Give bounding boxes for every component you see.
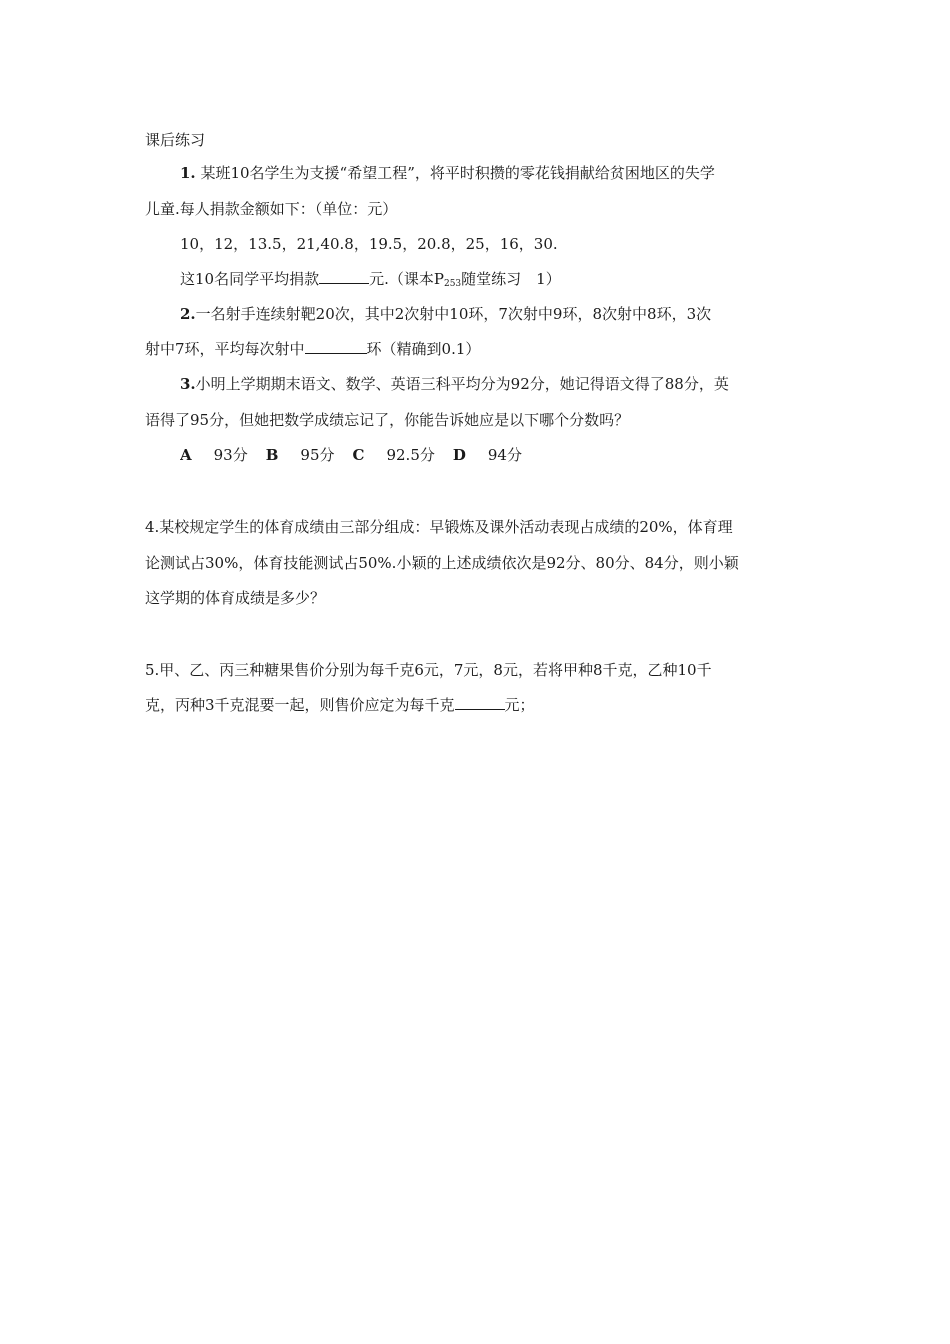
q1-number: 1. bbox=[180, 164, 196, 182]
q4-line1: 4.某校规定学生的体育成绩由三部分组成：早锻炼及课外活动表现占成绩的20%，体育理 bbox=[145, 518, 733, 536]
section-title: 课后练习 bbox=[145, 131, 206, 149]
q3-option-a-letter[interactable]: A bbox=[180, 446, 192, 464]
q2-text-1: 一名射手连续射靶20次，其中2次射中10环，7次射中9环，8次射中8环，3次 bbox=[195, 305, 712, 323]
q3-option-a-text: 93分 bbox=[213, 446, 248, 464]
q2-line2-after: 环（精确到0.1） bbox=[366, 340, 481, 358]
q3-option-c-letter[interactable]: C bbox=[352, 446, 365, 464]
q1-answer-blank[interactable] bbox=[319, 268, 369, 284]
q2-line2-before: 射中7环，平均每次射中 bbox=[145, 340, 305, 358]
q4-line2: 论测试占30%，体育技能测试占50%.小颖的上述成绩依次是92分、80分、84分，则小颖 bbox=[145, 554, 739, 572]
q2-line1 bbox=[180, 303, 810, 325]
q1-ask-after: 元.（课本P bbox=[369, 270, 444, 288]
q3-line1 bbox=[180, 373, 810, 395]
q3-options bbox=[180, 444, 810, 466]
q5-line2-before: 克，丙种3千克混要一起，则售价应定为每千克 bbox=[145, 696, 455, 714]
q3-number: 3. bbox=[180, 375, 196, 393]
q3-option-d-letter[interactable]: D bbox=[452, 446, 466, 464]
q1-data: 10，12，13.5，21,40.8，19.5，20.8，25，16，30. bbox=[180, 235, 558, 253]
q3-line2: 语得了95分，但她把数学成绩忘记了，你能告诉她应是以下哪个分数吗？ bbox=[145, 411, 630, 429]
q1-line1 bbox=[180, 162, 810, 184]
q5-line1: 5.甲、乙、丙三种糖果售价分别为每千克6元，7元，8元，若将甲种8千克，乙种10千 bbox=[145, 661, 712, 679]
q1-line2: 儿童.每人捐款金额如下：（单位：元） bbox=[145, 200, 398, 218]
q3-text-1: 小明上学期期末语文、数学、英语三科平均分为92分，她记得语文得了88分，英 bbox=[195, 375, 729, 393]
q4-line3: 这学期的体育成绩是多少？ bbox=[145, 589, 326, 607]
q2-answer-blank[interactable] bbox=[305, 338, 367, 354]
q1-ask bbox=[180, 268, 810, 295]
q1-ref-tail: 随堂练习 1） bbox=[461, 270, 561, 288]
q5-answer-blank[interactable] bbox=[455, 694, 505, 710]
q3-option-b-letter[interactable]: B bbox=[265, 446, 279, 464]
q2-line2 bbox=[145, 338, 810, 360]
q5-line2 bbox=[145, 694, 810, 716]
q2-number: 2. bbox=[180, 305, 196, 323]
q1-ask-before: 这10名同学平均捐款 bbox=[180, 270, 320, 288]
q1-ref-subscript: 253 bbox=[443, 279, 462, 289]
q3-option-c-text: 92.5分 bbox=[386, 446, 435, 464]
q3-option-b-text: 95分 bbox=[300, 446, 335, 464]
q1-text-1: 某班10名学生为支援“希望工程”，将平时积攒的零花钱捐献给贫困地区的失学 bbox=[200, 164, 715, 182]
q5-line2-after: 元； bbox=[504, 696, 535, 714]
q3-option-d-text: 94分 bbox=[487, 446, 522, 464]
